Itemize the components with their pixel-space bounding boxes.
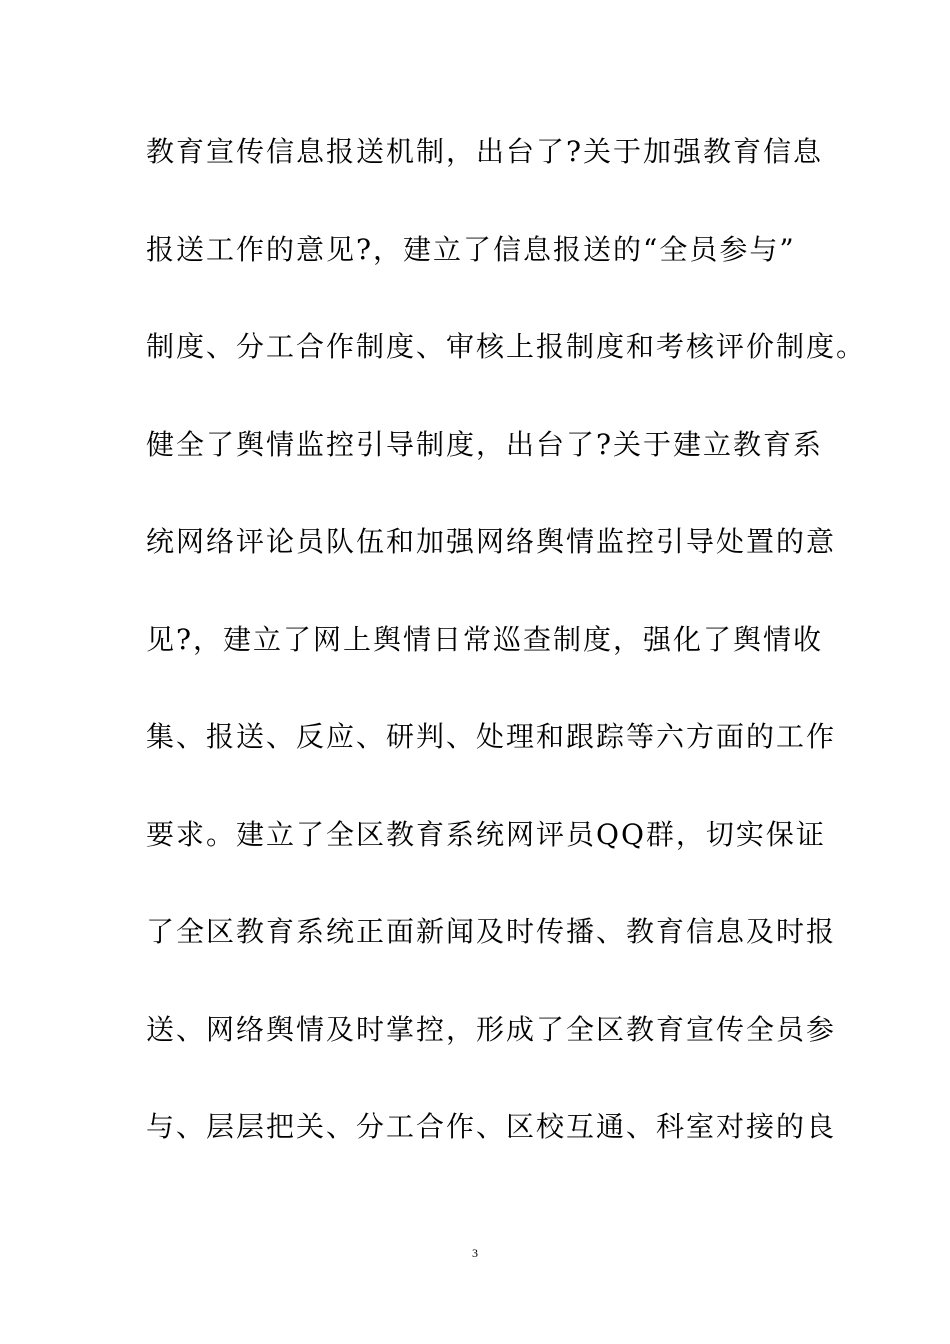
text-line: 报送工作的意见?，建立了信息报送的“全员参与” [146,232,796,266]
page-number: 3 [472,1246,478,1260]
text-line: 集、报送、反应、研判、处理和跟踪等六方面的工作 [146,720,837,753]
text-line: 了全区教育系统正面新闻及时传播、教育信息及时报 [146,915,837,948]
text-line: 与、层层把关、分工合作、区校互通、科室对接的良 [146,1110,837,1143]
text-line: 见?，建立了网上舆情日常巡查制度，强化了舆情收 [146,622,824,656]
text-line: 教育宣传信息报送机制，出台了?关于加强教育信息 [146,135,824,168]
text-line: 统网络评论员队伍和加强网络舆情监控引导处置的意 [146,525,837,558]
text-line: 要求。建立了全区教育系统网评员QQ群，切实保证 [146,817,826,851]
body-text [146,128,867,1201]
text-line: 送、网络舆情及时掌控，形成了全区教育宣传全员参 [146,1012,837,1046]
text-line: 健全了舆情监控引导制度，出台了?关于建立教育系 [146,427,824,461]
text-line: 制度、分工合作制度、审核上报制度和考核评价制度。 [146,330,867,363]
